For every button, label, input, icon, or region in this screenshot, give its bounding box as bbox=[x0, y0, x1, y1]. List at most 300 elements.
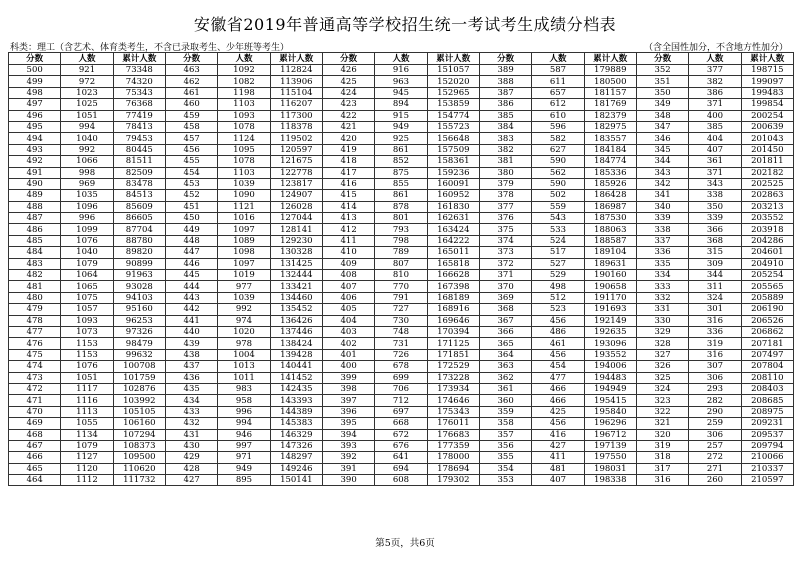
table-cell: 192149 bbox=[584, 315, 636, 326]
table-cell: 331 bbox=[636, 304, 688, 315]
table-cell: 1075 bbox=[61, 292, 113, 303]
table-row bbox=[9, 144, 794, 155]
table-cell: 512 bbox=[532, 292, 584, 303]
column-header: 累计人数 bbox=[270, 53, 322, 65]
table-cell: 210337 bbox=[741, 463, 793, 474]
table-cell: 479 bbox=[9, 304, 61, 315]
table-cell: 748 bbox=[375, 326, 427, 337]
table-cell: 471 bbox=[9, 395, 61, 406]
table-cell: 322 bbox=[636, 406, 688, 417]
table-cell: 185336 bbox=[584, 167, 636, 178]
table-cell: 438 bbox=[165, 349, 217, 360]
table-cell: 590 bbox=[532, 156, 584, 167]
table-cell: 1011 bbox=[218, 372, 270, 383]
table-cell: 180500 bbox=[584, 76, 636, 87]
table-cell: 257 bbox=[689, 440, 741, 451]
table-cell: 100708 bbox=[113, 361, 165, 372]
table-cell: 1039 bbox=[218, 178, 270, 189]
table-cell: 465 bbox=[9, 463, 61, 474]
table-cell: 350 bbox=[689, 201, 741, 212]
table-cell: 356 bbox=[479, 440, 531, 451]
table-cell: 559 bbox=[532, 201, 584, 212]
table-cell: 427 bbox=[532, 440, 584, 451]
table-cell: 1055 bbox=[61, 418, 113, 429]
table-cell: 861 bbox=[375, 144, 427, 155]
table-cell: 398 bbox=[322, 383, 374, 394]
table-cell: 76368 bbox=[113, 99, 165, 110]
table-cell: 115104 bbox=[270, 87, 322, 98]
table-cell: 105105 bbox=[113, 406, 165, 417]
table-cell: 925 bbox=[375, 133, 427, 144]
table-cell: 329 bbox=[636, 326, 688, 337]
table-row bbox=[9, 133, 794, 144]
table-cell: 307 bbox=[689, 361, 741, 372]
table-cell: 210066 bbox=[741, 452, 793, 463]
table-cell: 81511 bbox=[113, 156, 165, 167]
table-cell: 496 bbox=[9, 110, 61, 121]
table-cell: 1092 bbox=[218, 65, 270, 76]
table-cell: 117300 bbox=[270, 110, 322, 121]
table-cell: 377 bbox=[689, 65, 741, 76]
column-header: 累计人数 bbox=[741, 53, 793, 65]
table-cell: 320 bbox=[636, 429, 688, 440]
table-cell: 1082 bbox=[218, 76, 270, 87]
table-cell: 316 bbox=[689, 315, 741, 326]
table-cell: 420 bbox=[322, 133, 374, 144]
table-cell: 209794 bbox=[741, 440, 793, 451]
table-row bbox=[9, 190, 794, 201]
table-cell: 456 bbox=[532, 315, 584, 326]
table-cell: 997 bbox=[218, 440, 270, 451]
table-cell: 172529 bbox=[427, 361, 479, 372]
table-cell: 102876 bbox=[113, 383, 165, 394]
table-cell: 161830 bbox=[427, 201, 479, 212]
table-cell: 470 bbox=[9, 406, 61, 417]
table-cell: 798 bbox=[375, 235, 427, 246]
table-cell: 78413 bbox=[113, 121, 165, 132]
table-cell: 789 bbox=[375, 247, 427, 258]
table-cell: 385 bbox=[479, 110, 531, 121]
table-cell: 450 bbox=[165, 213, 217, 224]
table-cell: 396 bbox=[322, 406, 374, 417]
table-cell: 855 bbox=[375, 178, 427, 189]
table-cell: 383 bbox=[479, 133, 531, 144]
table-cell: 449 bbox=[165, 224, 217, 235]
table-cell: 98479 bbox=[113, 338, 165, 349]
table-cell: 366 bbox=[689, 224, 741, 235]
table-cell: 197139 bbox=[584, 440, 636, 451]
table-cell: 412 bbox=[322, 224, 374, 235]
table-cell: 1023 bbox=[61, 87, 113, 98]
table-row bbox=[9, 167, 794, 178]
table-cell: 160091 bbox=[427, 178, 479, 189]
table-cell: 182379 bbox=[584, 110, 636, 121]
table-cell: 350 bbox=[636, 87, 688, 98]
table-cell: 282 bbox=[689, 395, 741, 406]
table-cell: 972 bbox=[61, 76, 113, 87]
table-cell: 326 bbox=[636, 361, 688, 372]
table-cell: 194006 bbox=[584, 361, 636, 372]
table-cell: 184774 bbox=[584, 156, 636, 167]
table-cell: 343 bbox=[689, 178, 741, 189]
table-cell: 405 bbox=[322, 304, 374, 315]
table-cell: 587 bbox=[532, 65, 584, 76]
table-cell: 136426 bbox=[270, 315, 322, 326]
table-cell: 402 bbox=[322, 338, 374, 349]
table-cell: 202863 bbox=[741, 190, 793, 201]
table-cell: 421 bbox=[322, 121, 374, 132]
table-cell: 271 bbox=[689, 463, 741, 474]
table-cell: 409 bbox=[322, 258, 374, 269]
table-cell: 106160 bbox=[113, 418, 165, 429]
table-cell: 335 bbox=[636, 258, 688, 269]
table-cell: 374 bbox=[479, 235, 531, 246]
table-cell: 488 bbox=[9, 201, 61, 212]
table-cell: 400 bbox=[689, 110, 741, 121]
table-cell: 498 bbox=[532, 281, 584, 292]
table-cell: 502 bbox=[532, 190, 584, 201]
table-cell: 448 bbox=[165, 235, 217, 246]
table-cell: 361 bbox=[479, 383, 531, 394]
table-cell: 492 bbox=[9, 156, 61, 167]
table-cell: 199097 bbox=[741, 76, 793, 87]
table-cell: 1116 bbox=[61, 395, 113, 406]
table-cell: 94103 bbox=[113, 292, 165, 303]
table-cell: 195415 bbox=[584, 395, 636, 406]
table-cell: 155723 bbox=[427, 121, 479, 132]
table-cell: 194483 bbox=[584, 372, 636, 383]
table-cell: 103992 bbox=[113, 395, 165, 406]
table-cell: 474 bbox=[9, 361, 61, 372]
table-cell: 915 bbox=[375, 110, 427, 121]
table-row bbox=[9, 292, 794, 303]
table-cell: 386 bbox=[479, 99, 531, 110]
table-cell: 430 bbox=[165, 440, 217, 451]
table-cell: 697 bbox=[375, 406, 427, 417]
table-cell: 188063 bbox=[584, 224, 636, 235]
table-row bbox=[9, 178, 794, 189]
table-cell: 108373 bbox=[113, 440, 165, 451]
table-cell: 807 bbox=[375, 258, 427, 269]
table-cell: 126028 bbox=[270, 201, 322, 212]
table-cell: 353 bbox=[479, 475, 531, 486]
table-cell: 360 bbox=[479, 395, 531, 406]
table-cell: 175343 bbox=[427, 406, 479, 417]
table-cell: 404 bbox=[322, 315, 374, 326]
table-cell: 641 bbox=[375, 452, 427, 463]
table-cell: 118378 bbox=[270, 121, 322, 132]
table-cell: 123817 bbox=[270, 178, 322, 189]
table-cell: 422 bbox=[322, 110, 374, 121]
table-cell: 349 bbox=[636, 99, 688, 110]
table-body bbox=[9, 65, 794, 486]
table-cell: 974 bbox=[218, 315, 270, 326]
table-cell: 153859 bbox=[427, 99, 479, 110]
table-row bbox=[9, 315, 794, 326]
table-cell: 1097 bbox=[218, 224, 270, 235]
table-cell: 204286 bbox=[741, 235, 793, 246]
table-cell: 996 bbox=[61, 213, 113, 224]
table-cell: 977 bbox=[218, 281, 270, 292]
table-cell: 169646 bbox=[427, 315, 479, 326]
table-cell: 694 bbox=[375, 463, 427, 474]
table-cell: 182975 bbox=[584, 121, 636, 132]
table-cell: 1065 bbox=[61, 281, 113, 292]
table-cell: 424 bbox=[322, 87, 374, 98]
table-cell: 113906 bbox=[270, 76, 322, 87]
table-cell: 152965 bbox=[427, 87, 479, 98]
table-cell: 190658 bbox=[584, 281, 636, 292]
table-cell: 676 bbox=[375, 440, 427, 451]
table-cell: 181769 bbox=[584, 99, 636, 110]
table-cell: 712 bbox=[375, 395, 427, 406]
table-cell: 93028 bbox=[113, 281, 165, 292]
table-cell: 316 bbox=[636, 475, 688, 486]
table-cell: 206526 bbox=[741, 315, 793, 326]
table-cell: 160952 bbox=[427, 190, 479, 201]
table-cell: 330 bbox=[636, 315, 688, 326]
table-cell: 400 bbox=[322, 361, 374, 372]
table-cell: 414 bbox=[322, 201, 374, 212]
table-cell: 810 bbox=[375, 270, 427, 281]
table-cell: 209231 bbox=[741, 418, 793, 429]
table-cell: 407 bbox=[689, 144, 741, 155]
table-cell: 390 bbox=[322, 475, 374, 486]
table-cell: 491 bbox=[9, 167, 61, 178]
table-row bbox=[9, 235, 794, 246]
table-cell: 171125 bbox=[427, 338, 479, 349]
column-header: 分数 bbox=[165, 53, 217, 65]
table-cell: 342 bbox=[636, 178, 688, 189]
table-cell: 404 bbox=[689, 133, 741, 144]
table-cell: 318 bbox=[636, 452, 688, 463]
table-cell: 82509 bbox=[113, 167, 165, 178]
table-cell: 177359 bbox=[427, 440, 479, 451]
table-cell: 992 bbox=[61, 144, 113, 155]
table-cell: 466 bbox=[532, 383, 584, 394]
table-cell: 101759 bbox=[113, 372, 165, 383]
column-header: 分数 bbox=[479, 53, 531, 65]
table-cell: 1098 bbox=[218, 247, 270, 258]
table-cell: 336 bbox=[689, 326, 741, 337]
table-cell: 369 bbox=[479, 292, 531, 303]
table-cell: 319 bbox=[636, 440, 688, 451]
table-cell: 196712 bbox=[584, 429, 636, 440]
table-cell: 1103 bbox=[218, 167, 270, 178]
table-cell: 95160 bbox=[113, 304, 165, 315]
table-row bbox=[9, 349, 794, 360]
table-cell: 1089 bbox=[218, 235, 270, 246]
table-cell: 480 bbox=[9, 292, 61, 303]
table-cell: 121675 bbox=[270, 156, 322, 167]
table-cell: 334 bbox=[636, 270, 688, 281]
table-cell: 171851 bbox=[427, 349, 479, 360]
table-cell: 315 bbox=[689, 247, 741, 258]
table-cell: 325 bbox=[636, 372, 688, 383]
table-cell: 348 bbox=[636, 110, 688, 121]
table-cell: 89820 bbox=[113, 247, 165, 258]
column-header: 人数 bbox=[375, 53, 427, 65]
table-row bbox=[9, 76, 794, 87]
table-cell: 364 bbox=[479, 349, 531, 360]
table-row bbox=[9, 326, 794, 337]
table-cell: 149246 bbox=[270, 463, 322, 474]
table-cell: 523 bbox=[532, 304, 584, 315]
table-cell: 401 bbox=[322, 349, 374, 360]
column-header: 分数 bbox=[322, 53, 374, 65]
table-cell: 949 bbox=[218, 463, 270, 474]
table-cell: 482 bbox=[9, 270, 61, 281]
table-cell: 801 bbox=[375, 213, 427, 224]
table-cell: 158361 bbox=[427, 156, 479, 167]
table-cell: 319 bbox=[689, 338, 741, 349]
table-cell: 205889 bbox=[741, 292, 793, 303]
table-cell: 415 bbox=[322, 190, 374, 201]
table-cell: 178000 bbox=[427, 452, 479, 463]
table-cell: 469 bbox=[9, 418, 61, 429]
table-cell: 119502 bbox=[270, 133, 322, 144]
table-row bbox=[9, 475, 794, 486]
table-row bbox=[9, 224, 794, 235]
table-cell: 358 bbox=[479, 418, 531, 429]
table-cell: 344 bbox=[689, 270, 741, 281]
table-cell: 343 bbox=[636, 167, 688, 178]
table-cell: 80445 bbox=[113, 144, 165, 155]
table-cell: 208403 bbox=[741, 383, 793, 394]
table-cell: 147326 bbox=[270, 440, 322, 451]
table-cell: 179889 bbox=[584, 65, 636, 76]
table-cell: 425 bbox=[322, 76, 374, 87]
table-cell: 99632 bbox=[113, 349, 165, 360]
table-cell: 852 bbox=[375, 156, 427, 167]
table-cell: 130328 bbox=[270, 247, 322, 258]
table-cell: 132444 bbox=[270, 270, 322, 281]
table-cell: 440 bbox=[165, 326, 217, 337]
table-cell: 185926 bbox=[584, 178, 636, 189]
table-cell: 377 bbox=[479, 201, 531, 212]
table-cell: 399 bbox=[322, 372, 374, 383]
table-cell: 366 bbox=[479, 326, 531, 337]
table-cell: 529 bbox=[532, 270, 584, 281]
table-cell: 1153 bbox=[61, 338, 113, 349]
table-cell: 206190 bbox=[741, 304, 793, 315]
table-cell: 1035 bbox=[61, 190, 113, 201]
table-cell: 207497 bbox=[741, 349, 793, 360]
table-cell: 290 bbox=[689, 406, 741, 417]
table-cell: 259 bbox=[689, 418, 741, 429]
table-cell: 611 bbox=[532, 76, 584, 87]
table-cell: 1051 bbox=[61, 110, 113, 121]
table-cell: 791 bbox=[375, 292, 427, 303]
table-cell: 894 bbox=[375, 99, 427, 110]
table-cell: 387 bbox=[479, 87, 531, 98]
table-cell: 187530 bbox=[584, 213, 636, 224]
table-cell: 361 bbox=[689, 156, 741, 167]
table-cell: 608 bbox=[375, 475, 427, 486]
table-cell: 419 bbox=[322, 144, 374, 155]
table-cell: 138424 bbox=[270, 338, 322, 349]
table-cell: 309 bbox=[689, 258, 741, 269]
table-cell: 143393 bbox=[270, 395, 322, 406]
column-header: 人数 bbox=[218, 53, 270, 65]
table-cell: 336 bbox=[636, 247, 688, 258]
table-cell: 354 bbox=[479, 463, 531, 474]
table-cell: 316 bbox=[689, 349, 741, 360]
table-cell: 203918 bbox=[741, 224, 793, 235]
table-cell: 205565 bbox=[741, 281, 793, 292]
table-cell: 485 bbox=[9, 235, 61, 246]
table-cell: 133421 bbox=[270, 281, 322, 292]
table-cell: 200639 bbox=[741, 121, 793, 132]
table-row bbox=[9, 121, 794, 132]
table-cell: 355 bbox=[479, 452, 531, 463]
table-cell: 463 bbox=[165, 65, 217, 76]
table-cell: 411 bbox=[532, 452, 584, 463]
table-cell: 347 bbox=[636, 121, 688, 132]
table-cell: 875 bbox=[375, 167, 427, 178]
table-cell: 895 bbox=[218, 475, 270, 486]
table-cell: 1079 bbox=[61, 440, 113, 451]
table-cell: 582 bbox=[532, 133, 584, 144]
column-header: 人数 bbox=[689, 53, 741, 65]
table-cell: 199854 bbox=[741, 99, 793, 110]
table-row bbox=[9, 258, 794, 269]
table-cell: 411 bbox=[322, 235, 374, 246]
table-cell: 367 bbox=[479, 315, 531, 326]
table-cell: 612 bbox=[532, 99, 584, 110]
table-cell: 371 bbox=[479, 270, 531, 281]
table-cell: 475 bbox=[9, 349, 61, 360]
table-row bbox=[9, 65, 794, 76]
table-cell: 493 bbox=[9, 144, 61, 155]
table-cell: 726 bbox=[375, 349, 427, 360]
table-row bbox=[9, 270, 794, 281]
table-cell: 1078 bbox=[218, 121, 270, 132]
table-cell: 1124 bbox=[218, 133, 270, 144]
table-cell: 168189 bbox=[427, 292, 479, 303]
table-cell: 392 bbox=[322, 452, 374, 463]
table-cell: 878 bbox=[375, 201, 427, 212]
table-cell: 921 bbox=[61, 65, 113, 76]
table-row bbox=[9, 361, 794, 372]
table-cell: 165011 bbox=[427, 247, 479, 258]
table-cell: 453 bbox=[165, 178, 217, 189]
table-cell: 306 bbox=[689, 429, 741, 440]
table-cell: 1064 bbox=[61, 270, 113, 281]
table-cell: 417 bbox=[322, 167, 374, 178]
table-cell: 135452 bbox=[270, 304, 322, 315]
table-row bbox=[9, 463, 794, 474]
table-cell: 372 bbox=[479, 258, 531, 269]
table-cell: 148297 bbox=[270, 452, 322, 463]
table-cell: 323 bbox=[636, 395, 688, 406]
table-cell: 969 bbox=[61, 178, 113, 189]
table-cell: 590 bbox=[532, 178, 584, 189]
table-cell: 324 bbox=[689, 292, 741, 303]
table-cell: 146329 bbox=[270, 429, 322, 440]
table-cell: 338 bbox=[689, 190, 741, 201]
table-cell: 341 bbox=[636, 190, 688, 201]
table-cell: 385 bbox=[689, 121, 741, 132]
table-cell: 1198 bbox=[218, 87, 270, 98]
table-cell: 141452 bbox=[270, 372, 322, 383]
table-cell: 109500 bbox=[113, 452, 165, 463]
table-cell: 543 bbox=[532, 213, 584, 224]
table-cell: 110620 bbox=[113, 463, 165, 474]
table-cell: 184184 bbox=[584, 144, 636, 155]
table-cell: 189631 bbox=[584, 258, 636, 269]
score-table bbox=[8, 52, 794, 486]
